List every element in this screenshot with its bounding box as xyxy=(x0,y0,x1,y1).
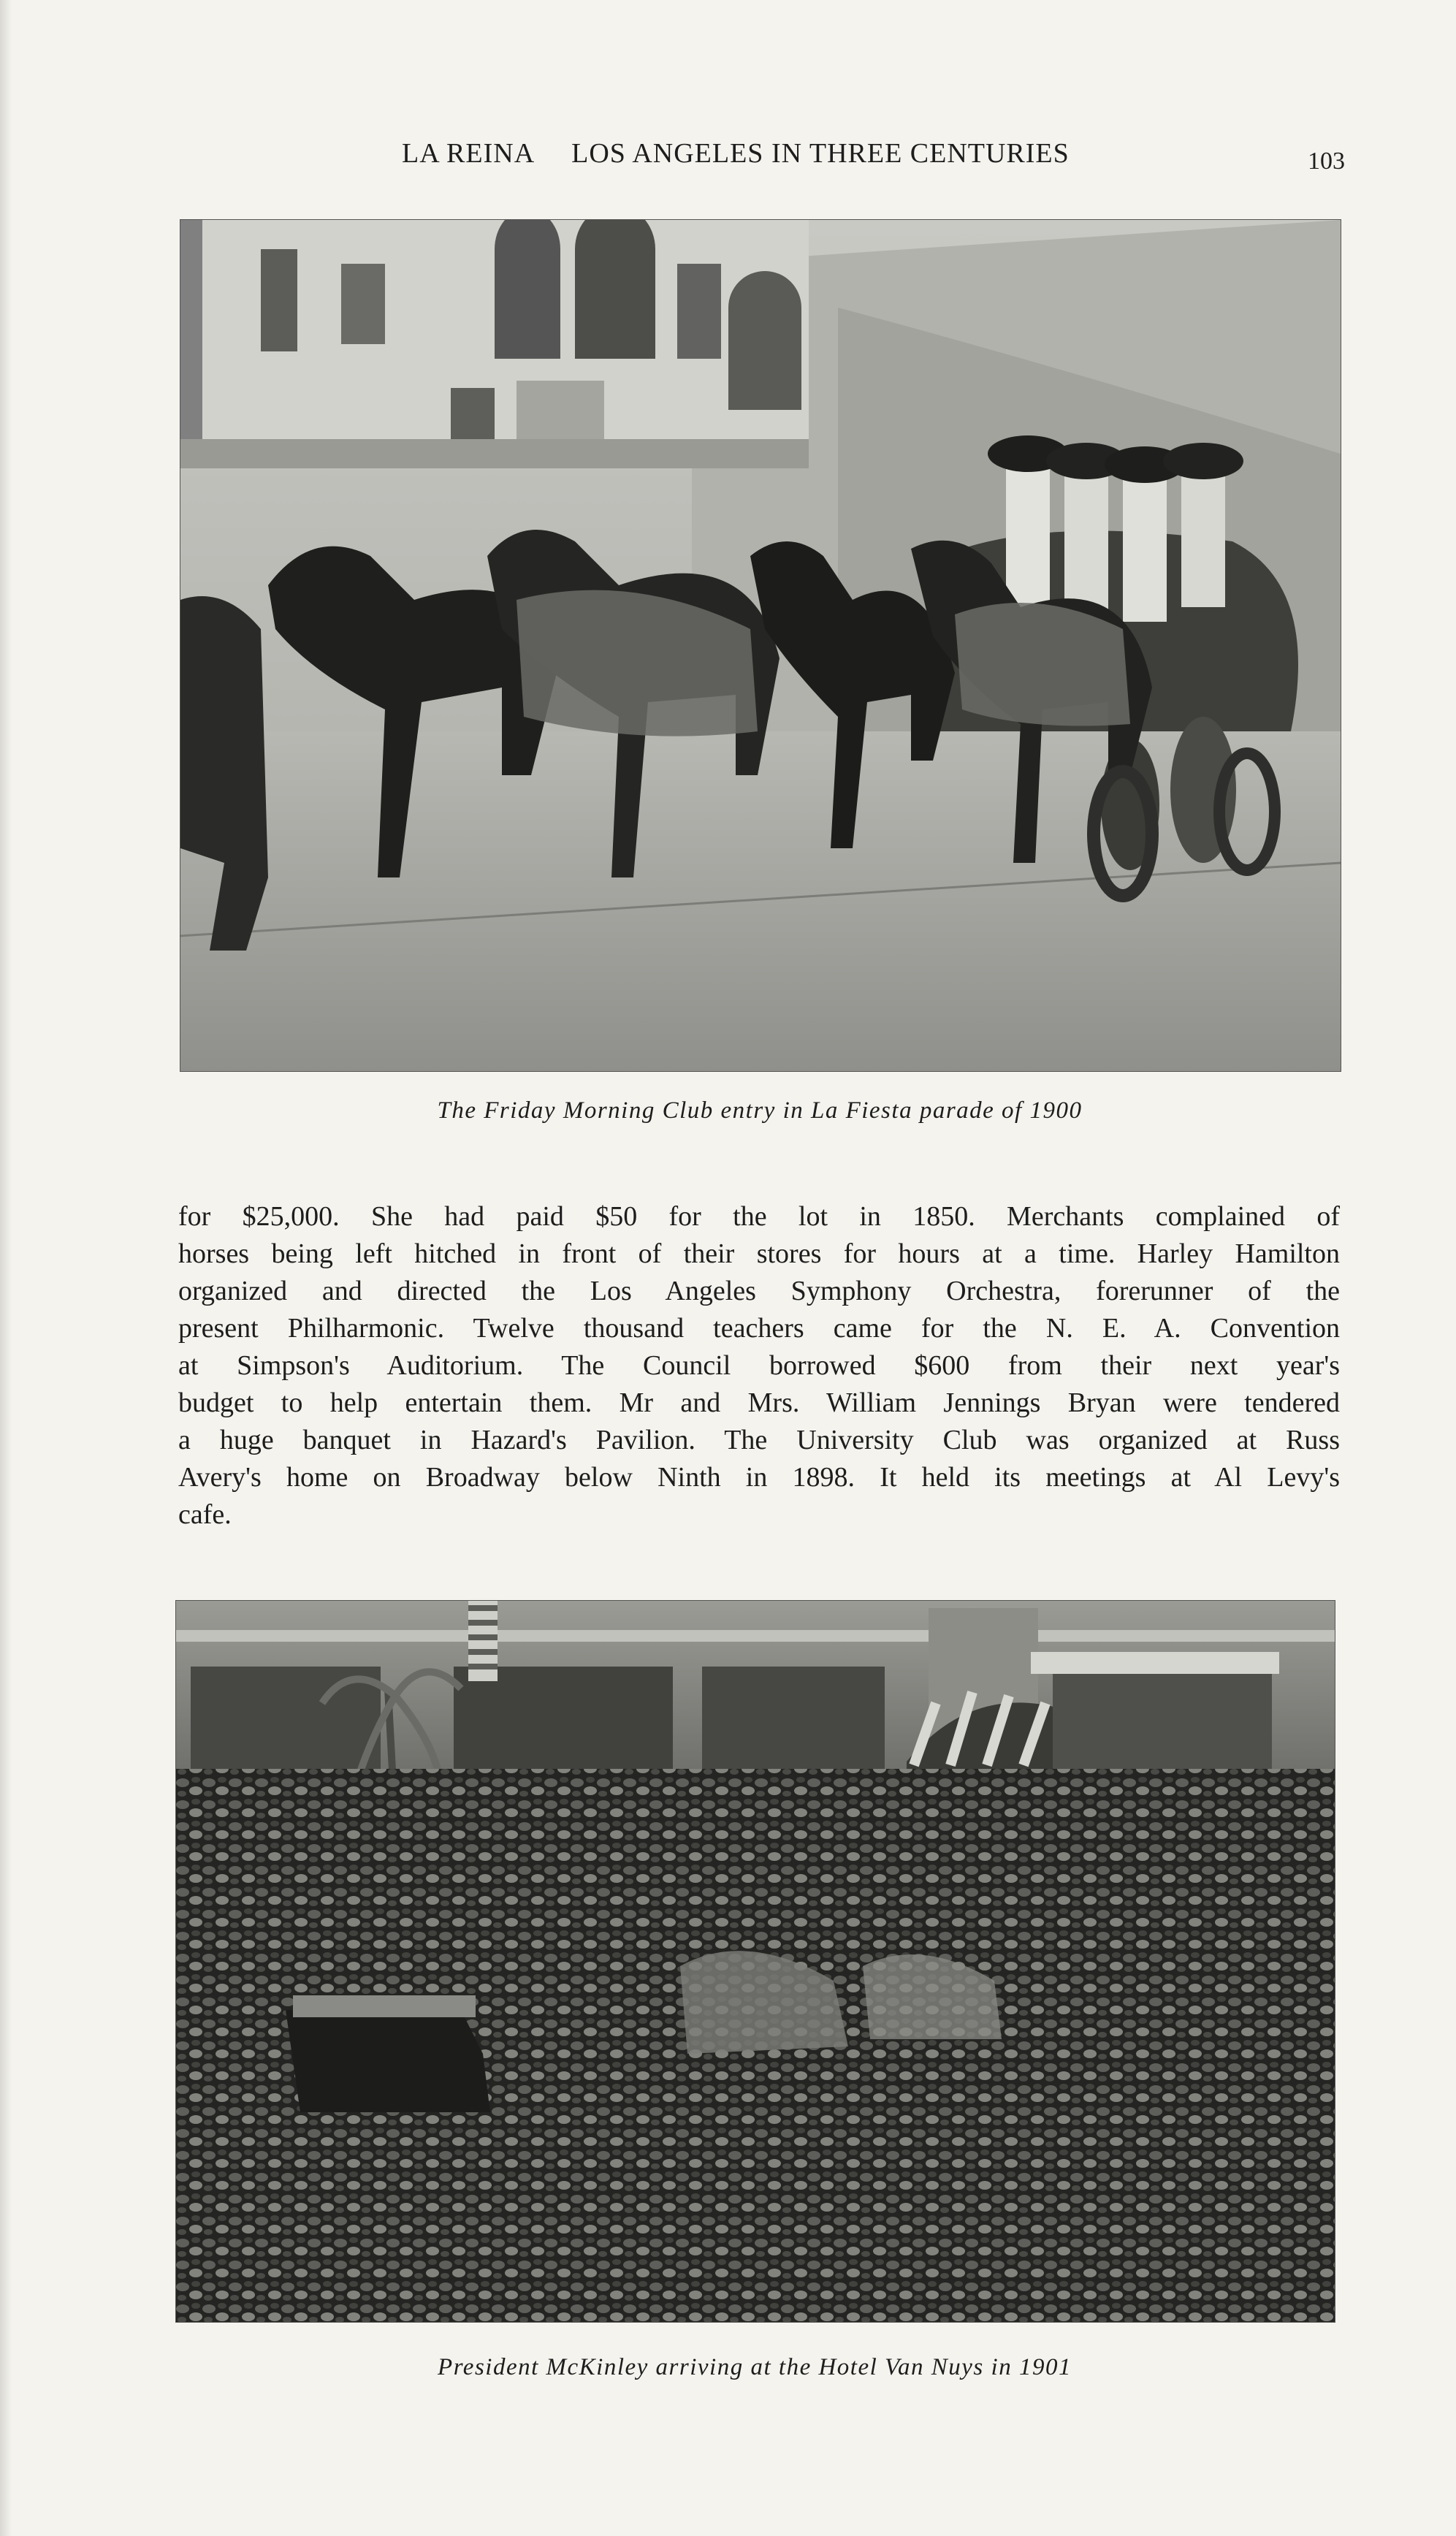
body-line: a huge banquet in Hazard's Pavilion. The University Club was organized at Russ xyxy=(178,1425,1340,1455)
body-line: present Philharmonic. Twelve thousand teachers came for the N. E. A. Convention xyxy=(178,1313,1340,1344)
body-line: for $25,000. She had paid $50 for the lot in 1850. Merchants complained of xyxy=(178,1201,1340,1232)
running-head xyxy=(402,137,1154,170)
crowd-photo-caption: President McKinley arriving at the Hotel Van Nuys in 1901 xyxy=(438,2354,1072,2380)
body-line: at Simpson's Auditorium. The Council borrowed $600 from their next year's xyxy=(178,1350,1340,1381)
parade-photo-caption: The Friday Morning Club entry in La Fiesta parade of 1900 xyxy=(437,1097,1083,1124)
crowd-photo-illustration xyxy=(176,1601,1335,2322)
crowd-photo xyxy=(175,1600,1335,2323)
body-line: organized and directed the Los Angeles Symphony Orchestra, forerunner of the xyxy=(178,1276,1340,1306)
body-line: cafe. xyxy=(178,1499,232,1530)
body-line: horses being left hitched in front of their stores for hours at a time. Harley Hamilton xyxy=(178,1238,1340,1269)
page-number: 103 xyxy=(1308,148,1345,175)
running-head-left: LA REINA xyxy=(402,138,535,169)
body-line: Avery's home on Broadway below Ninth in 1898. It held its meetings at Al Levy's xyxy=(178,1462,1340,1493)
body-line: budget to help entertain them. Mr and Mrs. William Jennings Bryan were tendered xyxy=(178,1387,1340,1418)
parade-photo-illustration xyxy=(180,220,1341,1071)
parade-photo xyxy=(180,219,1341,1072)
running-head-title: LOS ANGELES IN THREE CENTURIES xyxy=(571,138,1070,169)
page-edge-shadow xyxy=(0,0,12,2536)
body-paragraph xyxy=(178,1198,1340,1534)
